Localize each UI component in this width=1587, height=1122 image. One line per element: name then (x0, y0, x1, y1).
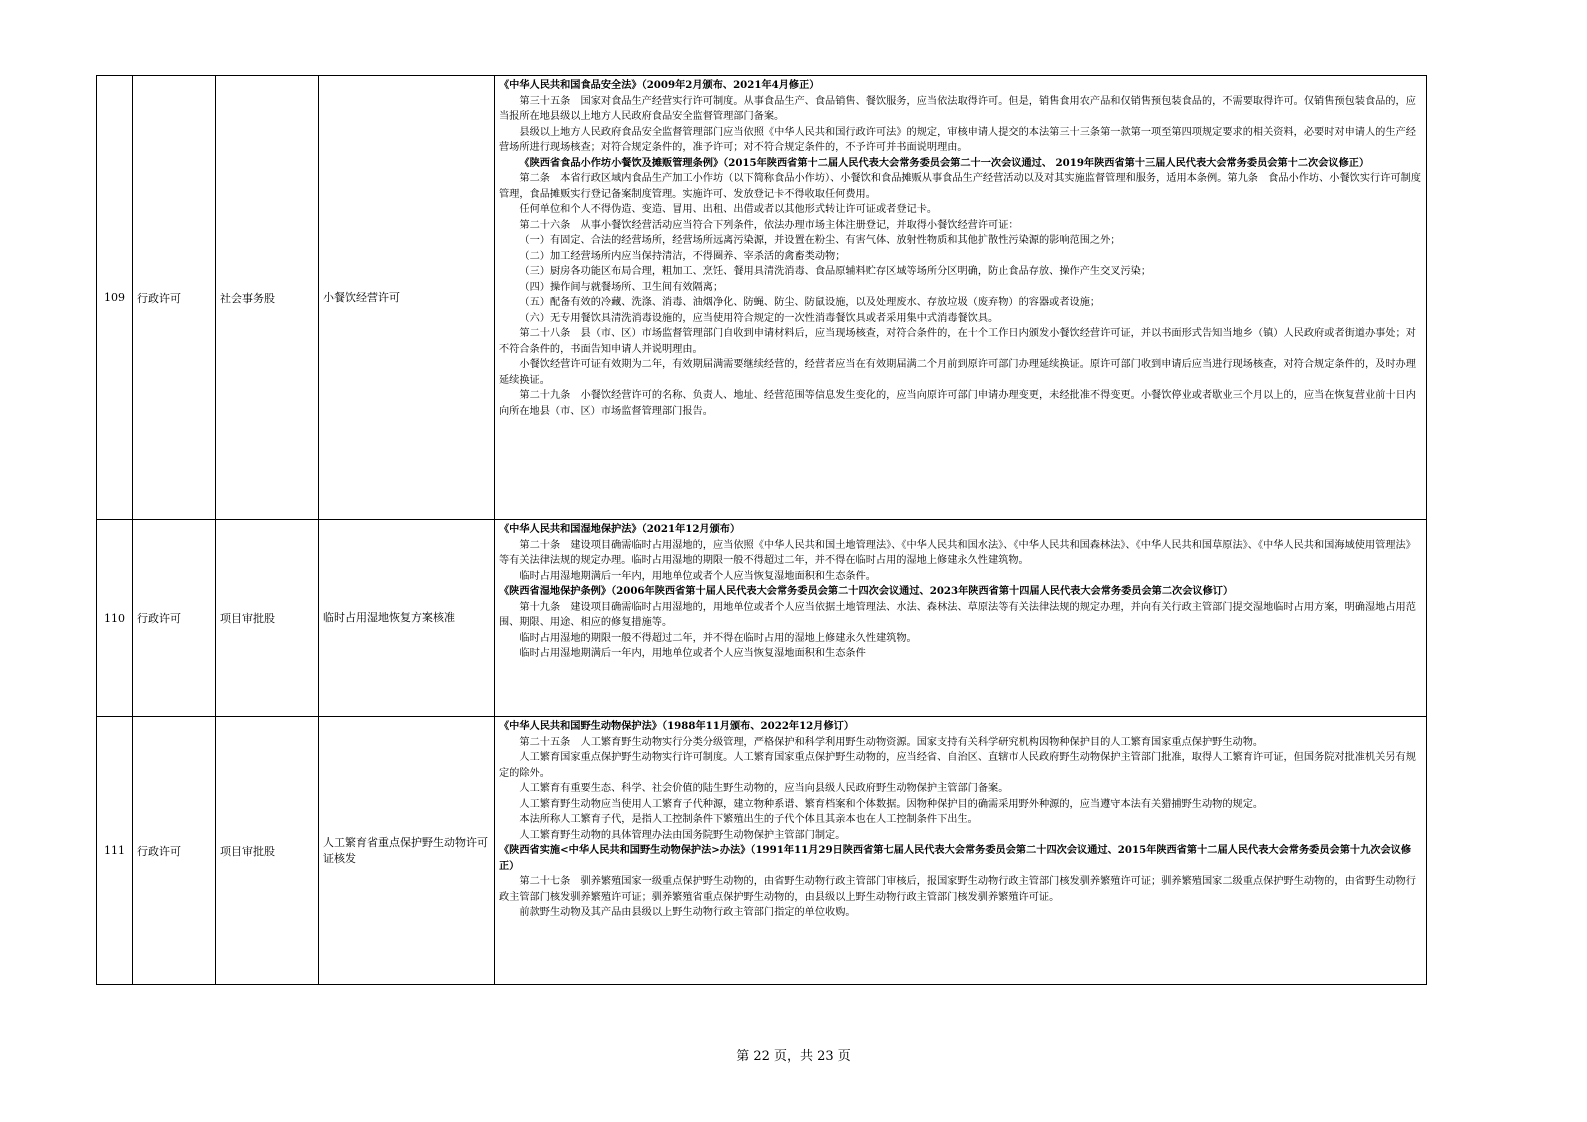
law-article: 人工繁育野生动物的具体管理办法由国务院野生动物保护主管部门制定。 (519, 829, 846, 841)
law-article: 临时占用湿地期满后一年内，用地单位或者个人应当恢复湿地面积和生态条件 (519, 648, 866, 659)
permit-table (96, 75, 1427, 985)
legal-basis (495, 520, 1427, 717)
permit-type: 行政许可 (133, 717, 216, 985)
law-article: 第二十六条 从事小餐饮经营活动应当符合下列条件，依法办理市场主体注册登记，并取得小餐饮经营许可证： (519, 219, 1019, 231)
law-article: （四）操作间与就餐场所、卫生间有效隔离； (519, 281, 724, 293)
law-title: 《陕西省食品小作坊小餐饮及摊贩管理条例》（2015年陕西省第十二届人民代表大会常务委员会第二十一次会议通过、 2019年陕西省第十三届人民代表大会常务委员会第十二次会议修正） (519, 156, 1370, 169)
law-article: 前款野生动物及其产品由县级以上野生动物行政主管部门指定的单位收购。 (519, 907, 856, 918)
permit-type: 行政许可 (133, 520, 216, 717)
page-footer: 第 22 页，共 23 页 (736, 1049, 851, 1064)
law-title: 《中华人民共和国湿地保护法》（2021年12月颁布） (499, 523, 741, 535)
law-article: （三）厨房各功能区布局合理，粗加工、烹饪、餐用具清洗消毒、食品原辅料贮存区域等场所分区明确，防止食品存放、操作产生交叉污染； (519, 266, 1152, 277)
row-number: 111 (97, 717, 133, 985)
legal-basis (495, 717, 1427, 985)
table-row (97, 520, 1427, 717)
law-article: 第二十七条 驯养繁殖国家一级重点保护野生动物的，由省野生动物行政主管部门审核后，报国家野生动物行政主管部门核发驯养繁殖许可证；驯养繁殖国家二级重点保护野生动物的，由省野生动物行政主管部门核发驯养繁殖许可证；驯养繁殖省重点保护野生动物的，由县级以上野生动物行政主管部门核发驯养繁殖许可证。 (499, 876, 1416, 903)
law-article: 第二十条 建设项目确需临时占用湿地的，应当依照《中华人民共和国土地管理法》、《中华人民共和国水法》、《中华人民共和国森林法》、《中华人民共和国草原法》、《中华人民共和国海域使用管理法》等有关法律法规的规定办理。临时占用湿地的期限一般不得超过二年，并不得在临时占用的湿地上修建永久性建筑物。 (499, 539, 1416, 566)
law-title: 《中华人民共和国食品安全法》（2009年2月颁布、2021年4月修正） (499, 79, 820, 91)
law-article: 县级以上地方人民政府食品安全监督管理部门应当依照《中华人民共和国行政许可法》的规定，审核申请人提交的本法第三十三条第一款第一项至第四项规定要求的相关资料，必要时对申请人的生产经营场所进行现场核查；对符合规定条件的，准予许可；对不符合规定条件的，不予许可并书面说明理由。 (499, 126, 1416, 153)
responsible-department: 项目审批股 (216, 717, 319, 985)
table-row (97, 717, 1427, 985)
law-article: 小餐饮经营许可证有效期为二年，有效期届满需要继续经营的，经营者应当在有效期届满二个月前到原许可部门办理延续换证。原许可部门收到申请后应当进行现场核查，对符合规定条件的，及时办理延续换证。 (499, 359, 1416, 386)
law-article: 临时占用湿地期满后一年内，用地单位或者个人应当恢复湿地面积和生态条件。 (519, 570, 876, 582)
law-article: 第二十五条 人工繁育野生动物实行分类分级管理，严格保护和科学利用野生动物资源。国家支持有关科学研究机构因物种保护目的人工繁育国家重点保护野生动物。 (519, 736, 1264, 748)
law-article: 本法所称人工繁育子代，是指人工控制条件下繁殖出生的子代个体且其亲本也在人工控制条件下出生。 (519, 814, 978, 825)
responsible-department: 项目审批股 (216, 520, 319, 717)
row-number: 110 (97, 520, 133, 717)
law-article: （五）配备有效的冷藏、洗涤、消毒、油烟净化、防蝇、防尘、防鼠设施，以及处理废水、存放垃圾（废弃物）的容器或者设施； (519, 297, 1101, 308)
law-title: 《中华人民共和国野生动物保护法》（1988年11月颁布、2022年12月修订） (499, 720, 855, 732)
permit-table-body (97, 76, 1427, 985)
permit-name: 小餐饮经营许可 (319, 76, 495, 520)
law-article: 第二十九条 小餐饮经营许可的名称、负责人、地址、经营范围等信息发生变化的，应当向原许可部门申请办理变更，未经批准不得变更。小餐饮停业或者歇业三个月以上的，应当在恢复营业前十日内向所在地县（市、区）市场监督管理部门报告。 (499, 390, 1416, 417)
law-article: 第二条 本省行政区域内食品生产加工小作坊（以下简称食品小作坊）、小餐饮和食品摊贩从事食品生产经营活动以及对其实施监督管理和服务，适用本条例。第九条 食品小作坊、小餐饮实行许可制度管理，食品摊贩实行登记备案制度管理。实施许可、发放登记卡不得收取任何费用。 (499, 173, 1421, 200)
permit-type: 行政许可 (133, 76, 216, 520)
law-article: 任何单位和个人不得伪造、变造、冒用、出租、出借或者以其他形式转让许可证或者登记卡。 (519, 204, 938, 215)
responsible-department: 社会事务股 (216, 76, 319, 520)
law-article: 临时占用湿地的期限一般不得超过二年，并不得在临时占用的湿地上修建永久性建筑物。 (519, 632, 917, 644)
law-article: 第二十八条 县（市、区）市场监督管理部门自收到申请材料后，应当现场核查，对符合条件的，在十个工作日内颁发小餐饮经营许可证，并以书面形式告知当地乡（镇）人民政府或者街道办事处；对不符合条件的，书面告知申请人并说明理由。 (499, 328, 1416, 355)
law-title: 《陕西省湿地保护条例》（2006年陕西省第十届人民代表大会常务委员会第二十四次会议通过、2023年陕西省第十四届人民代表大会常务委员会第二次会议修订） (499, 585, 1234, 597)
law-article: 人工繁育有重要生态、科学、社会价值的陆生野生动物的，应当向县级人民政府野生动物保护主管部门备案。 (519, 783, 1009, 794)
law-article: 人工繁育国家重点保护野生动物实行许可制度。人工繁育国家重点保护野生动物的，应当经省、自治区、直辖市人民政府野生动物保护主管部门批准，取得人工繁育许可证，但国务院对批准机关另有规定的除外。 (499, 752, 1416, 779)
law-title: 《陕西省实施<中华人民共和国野生动物保护法>办法》（1991年11月29日陕西省第七届人民代表大会常务委员会第二十四次会议通过、2015年陕西省第十二届人民代表大会常务委员会第十九次会议修正） (499, 844, 1412, 872)
permit-name: 临时占用湿地恢复方案核准 (319, 520, 495, 717)
permit-name: 人工繁育省重点保护野生动物许可证核发 (319, 717, 495, 985)
row-number: 109 (97, 76, 133, 520)
legal-basis (495, 76, 1427, 520)
law-article: （二）加工经营场所内应当保持清洁，不得圈养、宰杀活的禽畜类动物； (519, 250, 846, 262)
law-article: 第三十五条 国家对食品生产经营实行许可制度。从事食品生产、食品销售、餐饮服务，应当依法取得许可。但是，销售食用农产品和仅销售预包装食品的，不需要取得许可。仅销售预包装食品的，应当报所在地县级以上地方人民政府食品安全监督管理部门备案。 (499, 95, 1416, 122)
table-row (97, 76, 1427, 520)
law-article: （六）无专用餐饮具清洗消毒设施的，应当使用符合规定的一次性消毒餐饮具或者采用集中式消毒餐饮具。 (519, 312, 999, 324)
law-article: 人工繁育野生动物应当使用人工繁育子代种源，建立物种系谱、繁育档案和个体数据。因物种保护目的确需采用野外种源的，应当遵守本法有关猎捕野生动物的规定。 (519, 798, 1264, 810)
law-article: 第十九条 建设项目确需临时占用湿地的，用地单位或者个人应当依据土地管理法、水法、森林法、草原法等有关法律法规的规定办理，并向有关行政主管部门提交湿地临时占用方案，明确湿地占用范围、期限、用途、相应的修复措施等。 (499, 601, 1416, 628)
law-article: （一）有固定、合法的经营场所，经营场所远离污染源，并设置在粉尘、有害气体、放射性物质和其他扩散性污染源的影响范围之外； (519, 235, 1121, 246)
